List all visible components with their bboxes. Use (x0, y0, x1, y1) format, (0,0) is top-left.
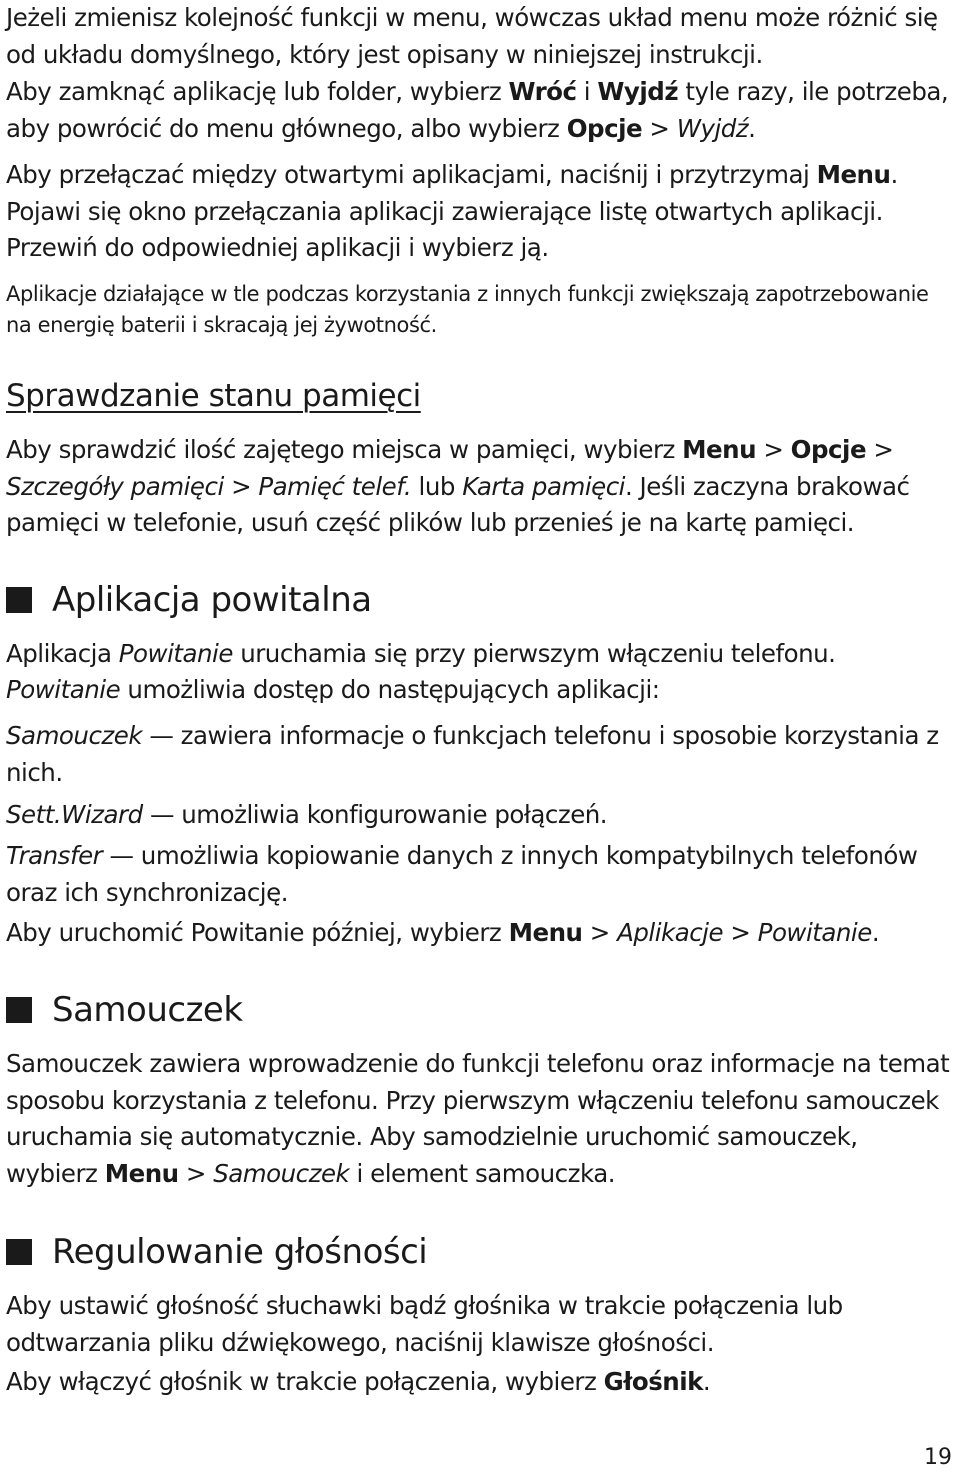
paragraph-launch-welcome: Aby uruchomić Powitanie później, wybierz Menu > Aplikacje > Powitanie. (6, 918, 880, 947)
paragraph-close-app: Aby zamknąć aplikację lub folder, wybierz Wróć i Wyjdź tyle razy, ile potrzeba, aby powrócić do menu głównego, albo wybierz Opcje > Wyjdź. (6, 77, 949, 143)
paragraph-switch-apps: Aby przełączać między otwartymi aplikacjami, naciśnij i przytrzymaj Menu. Pojawi się okno przełączania aplikacji zawierające listę otwartych aplikacji. Przewiń do odpowiedniej aplikacji i wybierz ją. (6, 160, 898, 262)
paragraph-welcome-intro: Aplikacja Powitanie uruchamia się przy pierwszym włączeniu telefonu. (6, 639, 836, 668)
paragraph-memory-status: Aby sprawdzić ilość zajętego miejsca w pamięci, wybierz Menu > Opcje > Szczegóły pamięci > Pamięć telef. lub Karta pamięci. Jeśli zaczyna brakować pamięci w telefonie, usuń część plików lub przenieś je na kartę pamięci. (6, 435, 910, 537)
paragraph-speaker: Aby włączyć głośnik w trakcie połączenia, wybierz Głośnik. (6, 1367, 711, 1396)
page-number: 19 (924, 1445, 952, 1470)
list-item-sett-wizard: Sett.Wizard — umożliwia konfigurowanie połączeń. (6, 800, 608, 829)
list-item-samouczek: Samouczek — zawiera informacje o funkcjach telefonu i sposobie korzystania z nich. (6, 721, 939, 787)
heading-tutorial: Samouczek (6, 990, 243, 1030)
paragraph-tutorial: Samouczek zawiera wprowadzenie do funkcji telefonu oraz informacje na temat sposobu korzystania z telefonu. Przy pierwszym włączeniu telefonu samouczek uruchamia się automatycznie. Aby samodzielnie uruchomić samouczek, wybierz Menu > Samouczek i element samouczka. (6, 1049, 950, 1188)
paragraph-background-apps-note: Aplikacje działające w tle podczas korzystania z innych funkcji zwiększają zapotrzebowanie na energię baterii i skracają jej żywotność. (6, 282, 929, 337)
list-item-transfer: Transfer — umożliwia kopiowanie danych z innych kompatybilnych telefonów oraz ich synchronizację. (6, 841, 918, 907)
heading-welcome-app: Aplikacja powitalna (6, 580, 372, 620)
section-bullet-icon (6, 1239, 32, 1265)
section-bullet-icon (6, 997, 32, 1023)
section-bullet-icon (6, 587, 32, 613)
heading-volume-control: Regulowanie głośności (6, 1232, 427, 1272)
heading-memory-status: Sprawdzanie stanu pamięci (6, 378, 421, 414)
paragraph-welcome-access: Powitanie umożliwia dostęp do następujących aplikacji: (6, 675, 660, 704)
paragraph-volume-adjust: Aby ustawić głośność słuchawki bądź głośnika w trakcie połączenia lub odtwarzania pliku dźwiękowego, naciśnij klawisze głośności. (6, 1291, 843, 1357)
paragraph-menu-order: Jeżeli zmienisz kolejność funkcji w menu, wówczas układ menu może różnić się od układu domyślnego, który jest opisany w niniejszej instrukcji. (6, 3, 938, 69)
